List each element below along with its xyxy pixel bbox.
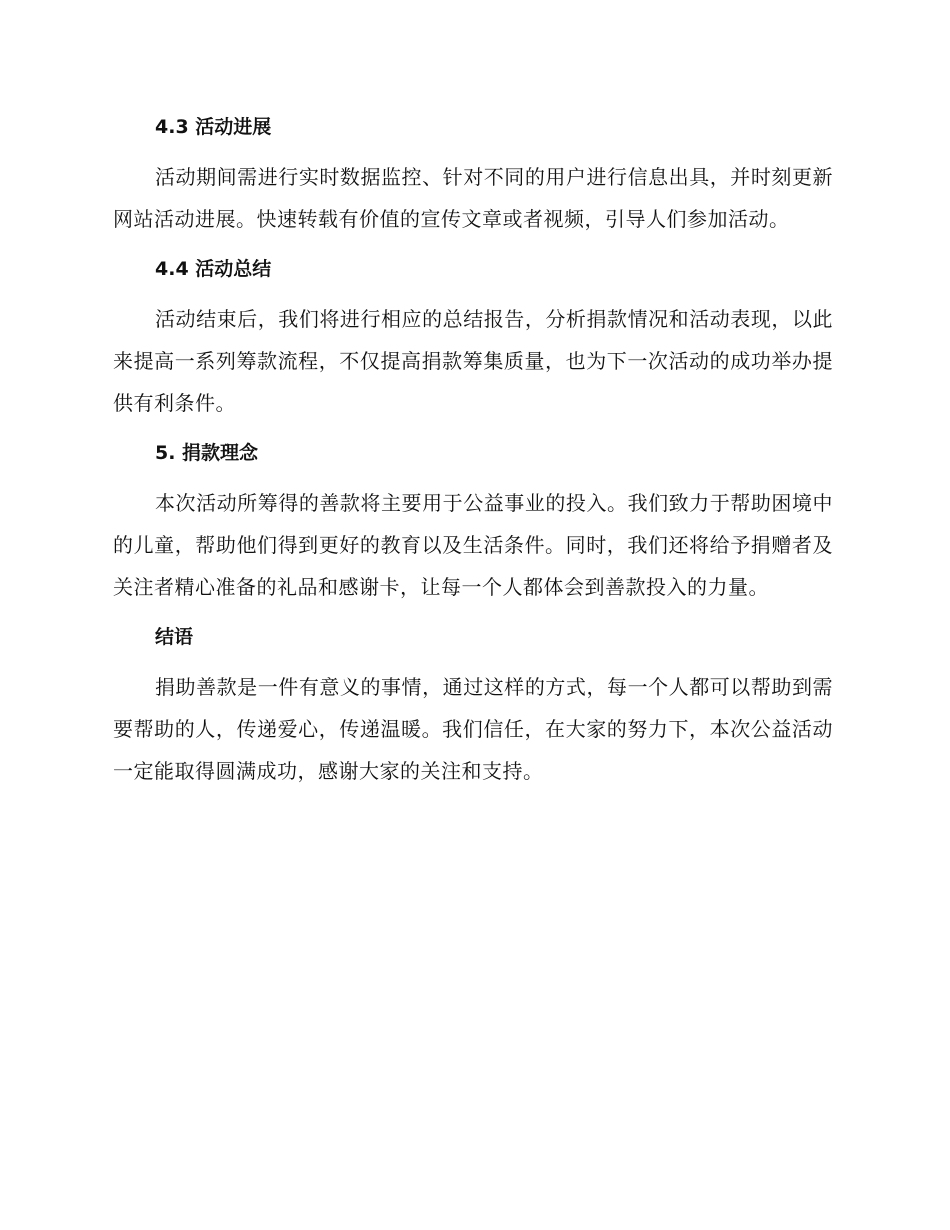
section-body-activity-progress: 活动期间需进行实时数据监控、针对不同的用户进行信息出具，并时刻更新网站活动进展。快速转载有价值的宣传文章或者视频，引导人们参加活动。 [113, 165, 833, 231]
section-heading-activity-progress: 4.3 活动进展 [155, 116, 272, 138]
section-heading-activity-summary: 4.4 活动总结 [155, 258, 272, 280]
section-heading-conclusion: 结语 [155, 626, 194, 648]
document-content [113, 108, 833, 802]
section-body-donation-philosophy: 本次活动所筹得的善款将主要用于公益事业的投入。我们致力于帮助困境中的儿童，帮助他们得到更好的教育以及生活条件。同时，我们还将给予捐赠者及关注者精心准备的礼品和感谢卡，让每一个人都体会到善款投入的力量。 [113, 491, 833, 599]
section-body-activity-summary: 活动结束后，我们将进行相应的总结报告，分析捐款情况和活动表现，以此来提高一系列筹款流程，不仅提高捐款筹集质量，也为下一次活动的成功举办提供有利条件。 [113, 307, 833, 415]
section-heading-donation-philosophy: 5. 捐款理念 [155, 442, 259, 464]
section-body-conclusion: 捐助善款是一件有意义的事情，通过这样的方式，每一个人都可以帮助到需要帮助的人，传递爱心，传递温暖。我们信任，在大家的努力下，本次公益活动一定能取得圆满成功，感谢大家的关注和支持。 [113, 675, 833, 783]
